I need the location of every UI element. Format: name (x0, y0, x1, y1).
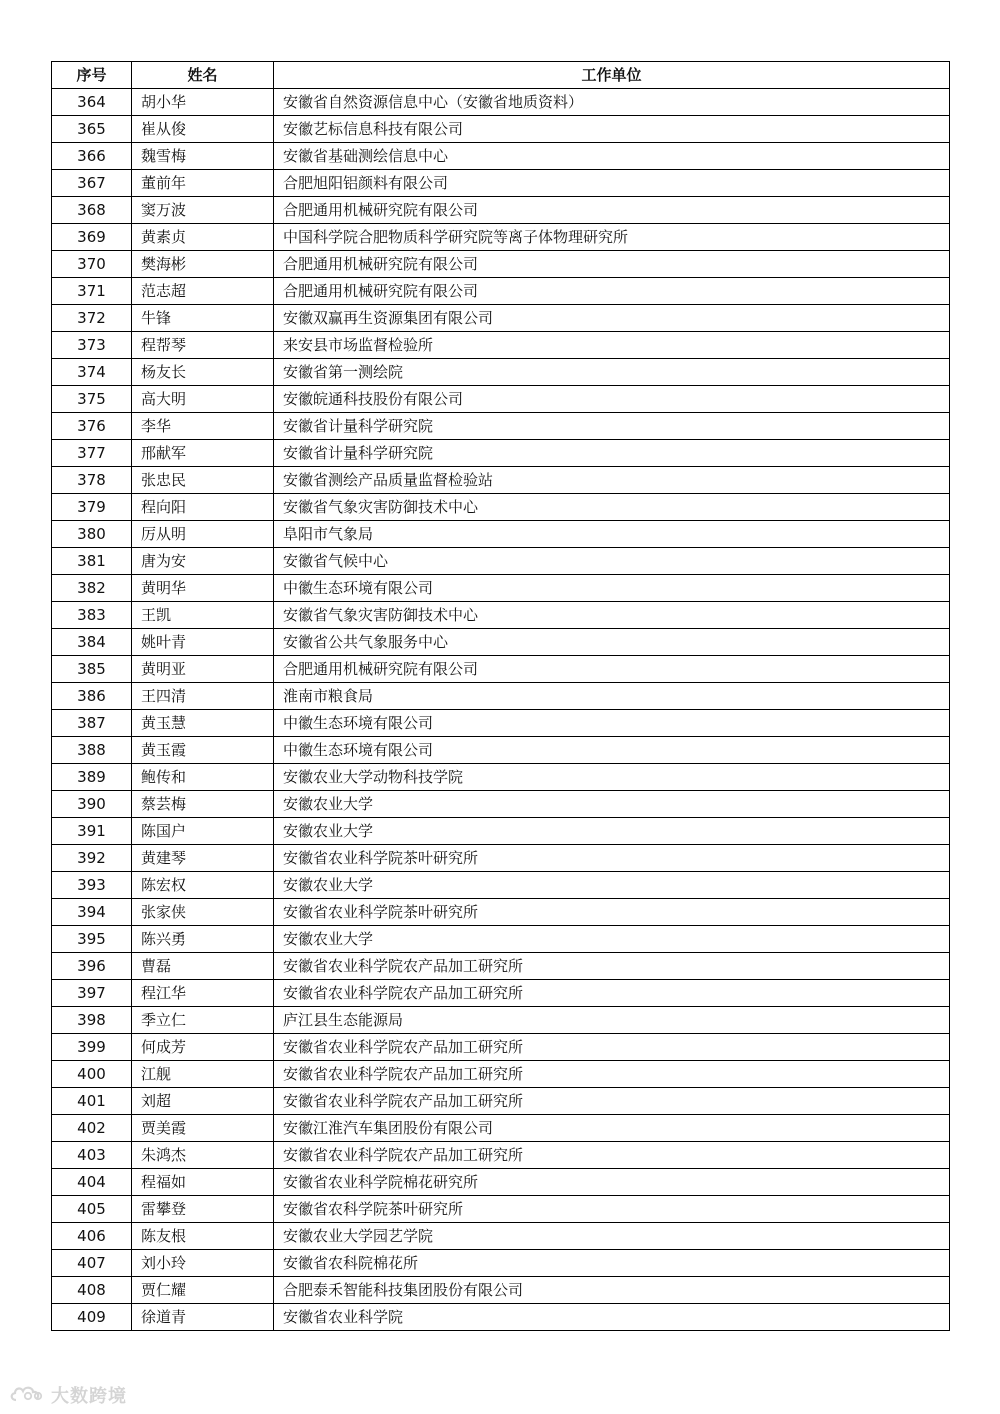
row-employer: 中徽生态环境有限公司 (274, 710, 950, 737)
row-employer: 安徽省农业科学院农产品加工研究所 (274, 1034, 950, 1061)
row-employer: 安徽双赢再生资源集团有限公司 (274, 305, 950, 332)
row-name: 王四清 (132, 683, 274, 710)
table-row (52, 332, 950, 359)
row-serial: 364 (52, 89, 132, 116)
row-name: 何成芳 (132, 1034, 274, 1061)
table-row (52, 845, 950, 872)
row-employer: 合肥通用机械研究院有限公司 (274, 197, 950, 224)
table-row (52, 548, 950, 575)
row-employer: 中徽生态环境有限公司 (274, 737, 950, 764)
row-name: 黄玉霞 (132, 737, 274, 764)
row-serial: 400 (52, 1061, 132, 1088)
row-serial: 401 (52, 1088, 132, 1115)
row-employer: 安徽省农业科学院农产品加工研究所 (274, 1088, 950, 1115)
row-name: 黄玉慧 (132, 710, 274, 737)
row-employer: 安徽省农业科学院农产品加工研究所 (274, 1142, 950, 1169)
row-serial: 396 (52, 953, 132, 980)
row-employer: 安徽省气象灾害防御技术中心 (274, 602, 950, 629)
table-row (52, 899, 950, 926)
row-name: 崔从俊 (132, 116, 274, 143)
header-row (52, 62, 950, 89)
row-serial: 382 (52, 575, 132, 602)
row-name: 杨友长 (132, 359, 274, 386)
header-employer: 工作单位 (274, 62, 950, 89)
row-name: 贾美霞 (132, 1115, 274, 1142)
row-name: 曹磊 (132, 953, 274, 980)
row-serial: 393 (52, 872, 132, 899)
row-employer: 安徽省第一测绘院 (274, 359, 950, 386)
row-serial: 386 (52, 683, 132, 710)
row-serial: 395 (52, 926, 132, 953)
row-employer: 安徽农业大学动物科技学院 (274, 764, 950, 791)
row-serial: 372 (52, 305, 132, 332)
row-employer: 安徽省测绘产品质量监督检验站 (274, 467, 950, 494)
table-row (52, 764, 950, 791)
header-serial: 序号 (52, 62, 132, 89)
table-row (52, 737, 950, 764)
row-name: 陈兴勇 (132, 926, 274, 953)
row-serial: 365 (52, 116, 132, 143)
row-serial: 385 (52, 656, 132, 683)
row-name: 黄素贞 (132, 224, 274, 251)
table-header (52, 62, 950, 89)
row-employer: 安徽省农业科学院农产品加工研究所 (274, 953, 950, 980)
table-row (52, 791, 950, 818)
table-row (52, 1304, 950, 1331)
row-employer: 合肥通用机械研究院有限公司 (274, 251, 950, 278)
row-name: 张家侠 (132, 899, 274, 926)
row-serial: 384 (52, 629, 132, 656)
row-employer: 安徽省农业科学院茶叶研究所 (274, 845, 950, 872)
row-employer: 合肥通用机械研究院有限公司 (274, 656, 950, 683)
row-name: 魏雪梅 (132, 143, 274, 170)
row-serial: 409 (52, 1304, 132, 1331)
row-serial: 390 (52, 791, 132, 818)
table-row (52, 629, 950, 656)
row-employer: 安徽省农业科学院棉花研究所 (274, 1169, 950, 1196)
row-serial: 399 (52, 1034, 132, 1061)
row-serial: 388 (52, 737, 132, 764)
table-row (52, 467, 950, 494)
row-employer: 合肥旭阳铝颜料有限公司 (274, 170, 950, 197)
row-name: 程福如 (132, 1169, 274, 1196)
row-serial: 389 (52, 764, 132, 791)
table-row (52, 305, 950, 332)
row-name: 牛锋 (132, 305, 274, 332)
row-name: 黄明华 (132, 575, 274, 602)
row-employer: 合肥泰禾智能科技集团股份有限公司 (274, 1277, 950, 1304)
row-employer: 合肥通用机械研究院有限公司 (274, 278, 950, 305)
header-name: 姓名 (132, 62, 274, 89)
row-employer: 安徽农业大学 (274, 791, 950, 818)
table-row (52, 872, 950, 899)
row-serial: 368 (52, 197, 132, 224)
row-name: 李华 (132, 413, 274, 440)
row-name: 季立仁 (132, 1007, 274, 1034)
table-body (52, 89, 950, 1331)
row-serial: 392 (52, 845, 132, 872)
row-name: 高大明 (132, 386, 274, 413)
row-employer: 安徽省农业科学院农产品加工研究所 (274, 1061, 950, 1088)
table-row (52, 251, 950, 278)
row-name: 窦万波 (132, 197, 274, 224)
table-row (52, 602, 950, 629)
row-serial: 369 (52, 224, 132, 251)
row-employer: 中徽生态环境有限公司 (274, 575, 950, 602)
row-serial: 374 (52, 359, 132, 386)
row-name: 贾仁耀 (132, 1277, 274, 1304)
row-serial: 383 (52, 602, 132, 629)
table-row (52, 656, 950, 683)
row-serial: 367 (52, 170, 132, 197)
row-name: 雷攀登 (132, 1196, 274, 1223)
table-row (52, 980, 950, 1007)
row-employer: 庐江县生态能源局 (274, 1007, 950, 1034)
row-name: 陈友根 (132, 1223, 274, 1250)
table-row (52, 224, 950, 251)
row-name: 程向阳 (132, 494, 274, 521)
row-serial: 403 (52, 1142, 132, 1169)
row-name: 程帮琴 (132, 332, 274, 359)
row-name: 蔡芸梅 (132, 791, 274, 818)
table-row (52, 386, 950, 413)
row-serial: 397 (52, 980, 132, 1007)
table-row (52, 1142, 950, 1169)
table-row (52, 683, 950, 710)
row-serial: 387 (52, 710, 132, 737)
row-serial: 378 (52, 467, 132, 494)
row-name: 黄明亚 (132, 656, 274, 683)
row-employer: 安徽省气象灾害防御技术中心 (274, 494, 950, 521)
table-row (52, 953, 950, 980)
row-serial: 405 (52, 1196, 132, 1223)
table-row (52, 278, 950, 305)
row-name: 范志超 (132, 278, 274, 305)
row-serial: 398 (52, 1007, 132, 1034)
table-row (52, 1034, 950, 1061)
row-name: 朱鸿杰 (132, 1142, 274, 1169)
row-employer: 安徽农业大学 (274, 818, 950, 845)
row-employer: 安徽省基础测绘信息中心 (274, 143, 950, 170)
table-row (52, 440, 950, 467)
row-employer: 安徽省自然资源信息中心（安徽省地质资料） (274, 89, 950, 116)
row-name: 陈国户 (132, 818, 274, 845)
row-serial: 377 (52, 440, 132, 467)
table-row (52, 1250, 950, 1277)
table-row (52, 1088, 950, 1115)
table-row (52, 494, 950, 521)
row-serial: 406 (52, 1223, 132, 1250)
table-row (52, 521, 950, 548)
row-name: 唐为安 (132, 548, 274, 575)
watermark (8, 1382, 127, 1408)
table-row (52, 1169, 950, 1196)
row-serial: 375 (52, 386, 132, 413)
row-employer: 安徽省公共气象服务中心 (274, 629, 950, 656)
row-name: 黄建琴 (132, 845, 274, 872)
table-row (52, 170, 950, 197)
row-serial: 373 (52, 332, 132, 359)
table-row (52, 89, 950, 116)
table-row (52, 710, 950, 737)
table-row (52, 1277, 950, 1304)
table-row (52, 116, 950, 143)
row-employer: 安徽省计量科学研究院 (274, 413, 950, 440)
row-name: 张忠民 (132, 467, 274, 494)
row-serial: 381 (52, 548, 132, 575)
row-name: 刘小玲 (132, 1250, 274, 1277)
table-row (52, 1061, 950, 1088)
row-employer: 中国科学院合肥物质科学研究院等离子体物理研究所 (274, 224, 950, 251)
row-name: 程江华 (132, 980, 274, 1007)
row-employer: 淮南市粮食局 (274, 683, 950, 710)
row-name: 陈宏权 (132, 872, 274, 899)
row-name: 鲍传和 (132, 764, 274, 791)
row-name: 徐道青 (132, 1304, 274, 1331)
row-employer: 安徽省农业科学院 (274, 1304, 950, 1331)
row-employer: 安徽省农业科学院农产品加工研究所 (274, 980, 950, 1007)
roster-table (51, 61, 950, 1331)
row-name: 刘超 (132, 1088, 274, 1115)
row-employer: 安徽农业大学园艺学院 (274, 1223, 950, 1250)
table-row (52, 575, 950, 602)
row-name: 樊海彬 (132, 251, 274, 278)
row-serial: 380 (52, 521, 132, 548)
cloud-logo-icon (8, 1384, 48, 1406)
table-row (52, 413, 950, 440)
row-name: 姚叶青 (132, 629, 274, 656)
row-employer: 安徽省计量科学研究院 (274, 440, 950, 467)
row-employer: 阜阳市气象局 (274, 521, 950, 548)
row-employer: 来安县市场监督检验所 (274, 332, 950, 359)
row-name: 王凯 (132, 602, 274, 629)
row-serial: 404 (52, 1169, 132, 1196)
row-name: 邢献军 (132, 440, 274, 467)
row-serial: 376 (52, 413, 132, 440)
table-row (52, 1223, 950, 1250)
table-row (52, 1115, 950, 1142)
row-serial: 366 (52, 143, 132, 170)
watermark-text: 大数跨境 (51, 1386, 127, 1407)
row-employer: 安徽艺标信息科技有限公司 (274, 116, 950, 143)
table-row (52, 818, 950, 845)
table-row (52, 926, 950, 953)
row-name: 厉从明 (132, 521, 274, 548)
row-name: 董前年 (132, 170, 274, 197)
row-name: 胡小华 (132, 89, 274, 116)
row-serial: 402 (52, 1115, 132, 1142)
row-serial: 371 (52, 278, 132, 305)
table-row (52, 1007, 950, 1034)
row-employer: 安徽农业大学 (274, 872, 950, 899)
row-employer: 安徽省农业科学院茶叶研究所 (274, 899, 950, 926)
row-serial: 379 (52, 494, 132, 521)
row-employer: 安徽农业大学 (274, 926, 950, 953)
row-employer: 安徽省气候中心 (274, 548, 950, 575)
row-serial: 394 (52, 899, 132, 926)
table-row (52, 197, 950, 224)
row-name: 江舰 (132, 1061, 274, 1088)
table-row (52, 143, 950, 170)
row-employer: 安徽皖通科技股份有限公司 (274, 386, 950, 413)
table-row (52, 359, 950, 386)
row-employer: 安徽省农科学院茶叶研究所 (274, 1196, 950, 1223)
row-serial: 370 (52, 251, 132, 278)
row-serial: 408 (52, 1277, 132, 1304)
row-serial: 391 (52, 818, 132, 845)
row-serial: 407 (52, 1250, 132, 1277)
row-employer: 安徽省农科院棉花所 (274, 1250, 950, 1277)
table-row (52, 1196, 950, 1223)
row-employer: 安徽江淮汽车集团股份有限公司 (274, 1115, 950, 1142)
